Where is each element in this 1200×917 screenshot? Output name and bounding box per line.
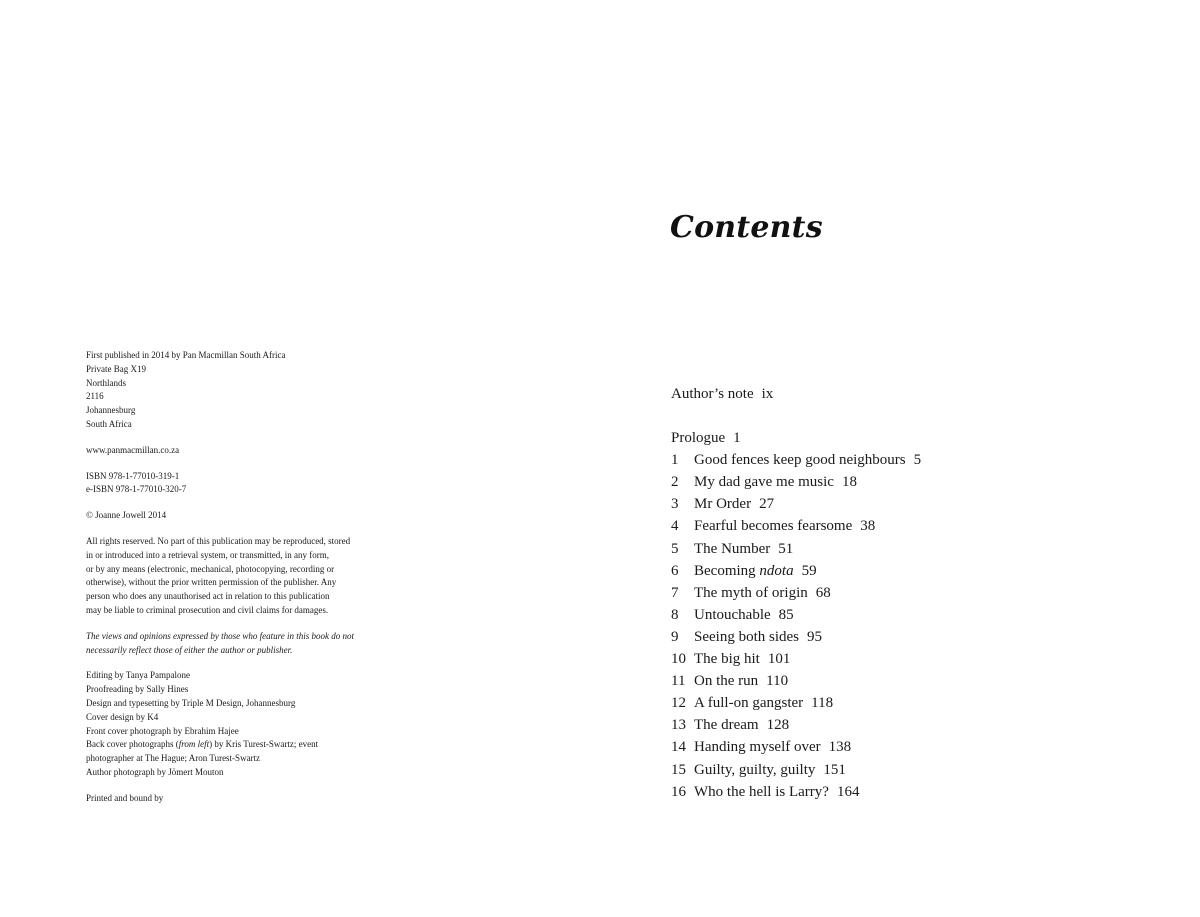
- back-photo-text: ) by Kris Turest-Swartz; event: [209, 739, 319, 750]
- chapter-page: 101: [767, 651, 791, 668]
- rights-line: person who does any unauthorised act in relation to this publication: [86, 591, 330, 602]
- printer-block: [86, 792, 406, 806]
- chapter-page: 110: [766, 673, 789, 690]
- table-of-contents: [671, 383, 1091, 803]
- rights-line: in or introduced into a retrieval system, or transmitted, in any form,: [86, 549, 329, 560]
- address-line: Northlands: [86, 377, 126, 388]
- chapter-page: 138: [828, 739, 852, 756]
- copyright-notice: © Joanne Jowell 2014: [86, 510, 167, 521]
- chapter-title-text: Becoming: [694, 562, 760, 579]
- chapter-number: 9: [671, 628, 679, 645]
- rights-block: [86, 535, 406, 618]
- toc-entry-chapter: [671, 626, 1091, 648]
- chapter-number: 4: [671, 518, 679, 535]
- chapter-title: Mr Order: [694, 496, 752, 513]
- printed-by: Printed and bound by: [86, 792, 164, 803]
- chapter-number: 2: [671, 474, 679, 491]
- publisher-website: www.panmacmillan.co.za: [86, 444, 180, 455]
- isbn: ISBN 978-1-77010-319-1: [86, 470, 180, 481]
- toc-entry-chapter: [671, 582, 1091, 604]
- chapter-title: Fearful becomes fearsome: [694, 518, 853, 535]
- publisher-address: [86, 349, 406, 432]
- disclaimer-block: [86, 630, 406, 658]
- chapter-title: Handing myself over: [694, 739, 821, 756]
- toc-entry-chapter: [671, 759, 1091, 781]
- isbn-block: [86, 470, 406, 498]
- chapter-title: Guilty, guilty, guilty: [694, 761, 816, 778]
- back-photo-credit: [86, 738, 406, 752]
- toc-entry-chapter: [671, 670, 1091, 692]
- toc-entry-chapter: [671, 515, 1091, 537]
- rights-line: All rights reserved. No part of this publication may be reproduced, stored: [86, 535, 351, 546]
- chapter-title: Who the hell is Larry?: [694, 783, 829, 800]
- chapter-number: 5: [671, 540, 679, 557]
- chapter-page: 51: [778, 540, 794, 557]
- chapter-page: 164: [836, 783, 860, 800]
- toc-entry-label: Prologue: [671, 430, 726, 447]
- credits-block: [86, 669, 406, 779]
- copyright-block: [86, 509, 406, 523]
- disclaimer-line: necessarily reflect those of either the author or publisher.: [86, 644, 293, 655]
- chapter-title: Untouchable: [694, 606, 771, 623]
- rights-line: otherwise), without the prior written permission of the publisher. Any: [86, 577, 337, 588]
- chapter-page: 5: [913, 452, 922, 469]
- chapter-page: 59: [801, 562, 817, 579]
- rights-line: or by any means (electronic, mechanical, photocopying, recording or: [86, 563, 335, 574]
- address-line: South Africa: [86, 418, 132, 429]
- rights-line: may be liable to criminal prosecution and civil claims for damages.: [86, 604, 329, 615]
- toc-entry-chapter: [671, 781, 1091, 803]
- chapter-page: 85: [778, 606, 794, 623]
- chapter-title: The myth of origin: [694, 584, 808, 601]
- toc-entry-chapter: [671, 471, 1091, 493]
- cover-design-credit: Cover design by K4: [86, 711, 159, 722]
- chapter-title: [694, 563, 794, 579]
- address-line: 2116: [86, 391, 104, 402]
- toc-entry-chapter: [671, 648, 1091, 670]
- back-photo-italic: from left: [178, 739, 210, 750]
- author-photo-credit: Author photograph by Jömert Mouton: [86, 766, 224, 777]
- chapter-number: 13: [671, 717, 686, 734]
- chapter-title: My dad gave me music: [694, 474, 834, 491]
- chapter-number: 12: [671, 695, 686, 712]
- chapter-title: The Number: [694, 540, 771, 557]
- chapter-number: 10: [671, 651, 686, 668]
- toc-entry-chapter: [671, 714, 1091, 736]
- toc-entry-authors-note: [671, 383, 1091, 405]
- chapter-title: Good fences keep good neighbours: [694, 452, 906, 469]
- chapter-number: 16: [671, 783, 686, 800]
- toc-entry-chapter: [671, 736, 1091, 758]
- proofreading-credit: Proofreading by Sally Hines: [86, 684, 189, 695]
- back-photo-credit-cont: photographer at The Hague; Aron Turest-Swartz: [86, 753, 261, 764]
- chapter-page: 118: [811, 695, 834, 712]
- chapter-page: 151: [823, 761, 846, 778]
- toc-entry-page: ix: [761, 386, 774, 402]
- chapter-number: 14: [671, 739, 686, 756]
- toc-entry-prologue: [671, 427, 1091, 449]
- front-photo-credit: Front cover photograph by Ebrahim Hajee: [86, 725, 239, 736]
- chapter-page: 128: [766, 717, 790, 734]
- chapter-number: 15: [671, 761, 686, 778]
- chapter-number: 1: [671, 452, 679, 469]
- chapter-number: 8: [671, 606, 679, 623]
- e-isbn: e-ISBN 978-1-77010-320-7: [86, 484, 187, 495]
- chapter-title: A full-on gangster: [694, 695, 804, 712]
- chapter-number: 6: [671, 562, 679, 579]
- chapter-page: 18: [841, 474, 857, 491]
- publisher-line: First published in 2014 by Pan Macmillan South Africa: [86, 350, 286, 360]
- chapter-page: 27: [759, 496, 775, 513]
- toc-entry-chapter: [671, 538, 1091, 560]
- chapter-page: 95: [807, 628, 822, 645]
- toc-entry-chapter: [671, 692, 1091, 714]
- imprint-page: [86, 349, 406, 818]
- chapter-page: 68: [815, 584, 831, 601]
- toc-entry-label: Author’s note: [671, 386, 754, 402]
- website-block: [86, 444, 406, 458]
- toc-entry-chapter: [671, 560, 1091, 582]
- toc-entry-chapter: [671, 493, 1091, 515]
- chapter-title: The big hit: [694, 651, 760, 668]
- disclaimer-line: The views and opinions expressed by those who feature in this book do not: [86, 630, 355, 641]
- toc-entry-chapter: [671, 449, 1091, 471]
- toc-entry-chapter: [671, 604, 1091, 626]
- chapter-title-italic: ndota: [759, 562, 794, 579]
- chapter-title: On the run: [694, 673, 759, 690]
- design-credit: Design and typesetting by Triple M Design, Johannesburg: [86, 697, 296, 708]
- address-line: Johannesburg: [86, 405, 136, 416]
- editing-credit: Editing by Tanya Pampalone: [86, 670, 190, 681]
- chapter-number: 11: [671, 673, 686, 690]
- contents-title: Contents: [670, 210, 823, 245]
- chapter-title: The dream: [694, 717, 759, 734]
- chapter-number: 3: [671, 496, 679, 513]
- address-line: Private Bag X19: [86, 363, 146, 374]
- chapter-page: 38: [860, 518, 876, 535]
- chapter-number: 7: [671, 584, 679, 601]
- toc-entry-page: 1: [733, 430, 741, 447]
- chapter-title: Seeing both sides: [694, 628, 799, 645]
- back-photo-text: Back cover photographs (: [86, 739, 179, 750]
